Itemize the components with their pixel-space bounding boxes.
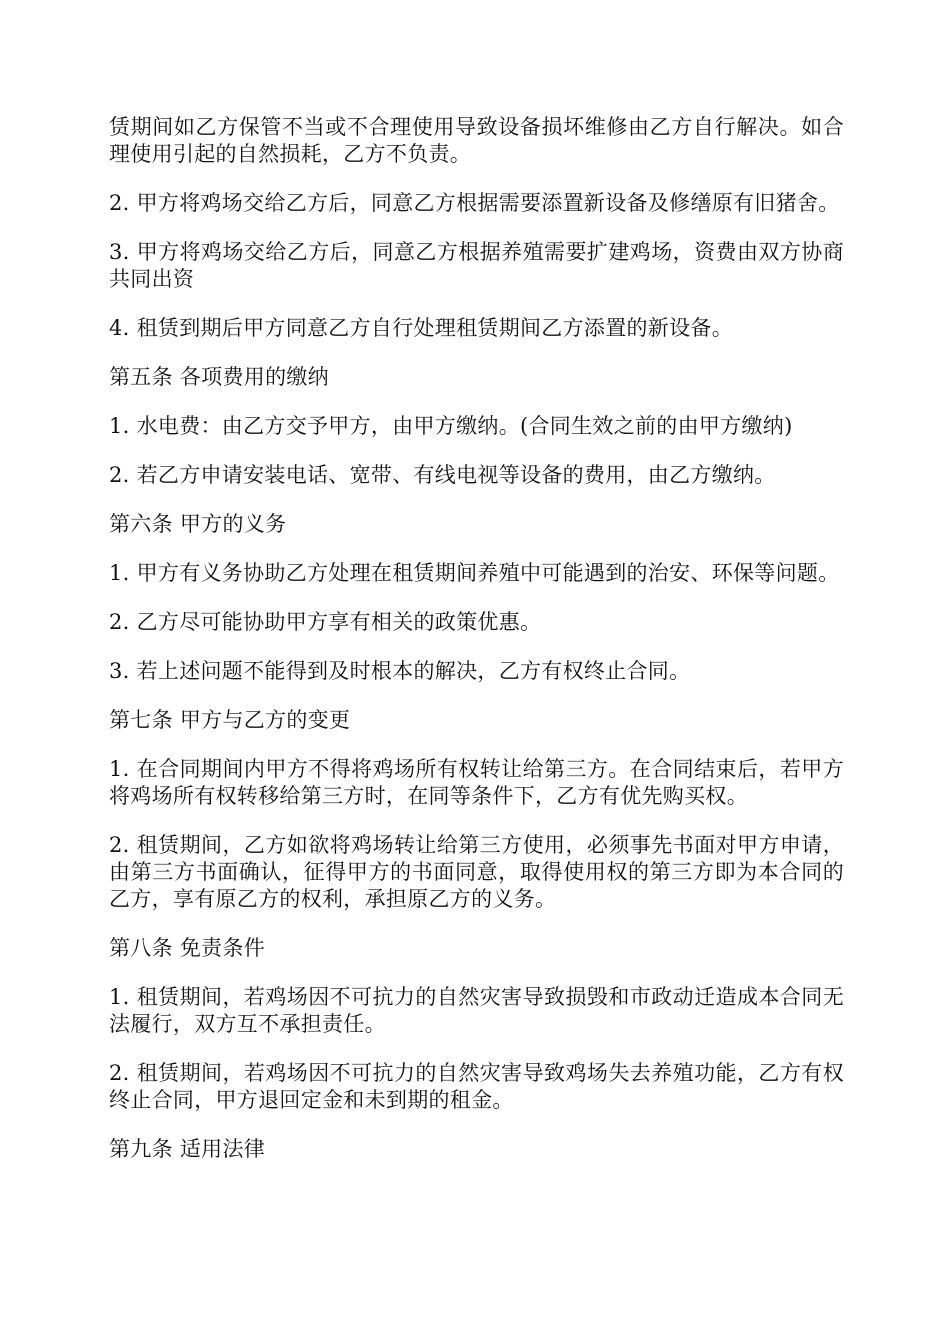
paragraph-clause-4-2: 2. 甲方将鸡场交给乙方后，同意乙方根据需要添置新设备及修缮原有旧猪舍。 xyxy=(109,191,840,215)
section-heading-article-5: 第五条 各项费用的缴纳 xyxy=(109,365,329,389)
section-heading-article-8: 第八条 免责条件 xyxy=(109,936,266,960)
paragraph-clause-4-3: 3. 甲方将鸡场交给乙方后，同意乙方根据养殖需要扩建鸡场，资费由双方协商共同出资 xyxy=(109,240,844,291)
paragraph-clause-4-4: 4. 租赁到期后甲方同意乙方自行处理租赁期间乙方添置的新设备。 xyxy=(109,316,734,340)
section-heading-article-7: 第七条 甲方与乙方的变更 xyxy=(109,708,351,732)
paragraph-clause-6-1: 1. 甲方有义务协助乙方处理在租赁期间养殖中可能遇到的治安、环保等问题。 xyxy=(109,561,840,585)
paragraph-clause-8-2: 2. 租赁期间，若鸡场因不可抗力的自然灾害导致鸡场失去养殖功能，乙方有权终止合同，甲方退回定金和未到期的租金。 xyxy=(109,1061,844,1112)
document-page xyxy=(109,114,844,1185)
paragraph-clause-8-1: 1. 租赁期间，若鸡场因不可抗力的自然灾害导致损毁和市政动迁造成本合同无法履行，双方互不承担责任。 xyxy=(109,985,844,1036)
paragraph-clause-7-2: 2. 租赁期间，乙方如欲将鸡场转让给第三方使用，必须事先书面对甲方申请，由第三方书面确认，征得甲方的书面同意，取得使用权的第三方即为本合同的乙方，享有原乙方的权利，承担原乙方的义务。 xyxy=(109,833,844,911)
paragraph-clause-7-1: 1. 在合同期间内甲方不得将鸡场所有权转让给第三方。在合同结束后，若甲方将鸡场所有权转移给第三方时，在同等条件下，乙方有优先购买权。 xyxy=(109,757,844,808)
paragraph-equipment-damage: 赁期间如乙方保管不当或不合理使用导致设备损坏维修由乙方自行解决。如合理使用引起的自然损耗，乙方不负责。 xyxy=(109,115,844,166)
section-heading-article-9: 第九条 适用法律 xyxy=(109,1137,266,1161)
paragraph-clause-5-2: 2. 若乙方申请安装电话、宽带、有线电视等设备的费用，由乙方缴纳。 xyxy=(109,463,776,487)
paragraph-clause-6-2: 2. 乙方尽可能协助甲方享有相关的政策优惠。 xyxy=(109,610,542,634)
paragraph-clause-5-1: 1. 水电费：由乙方交予甲方，由甲方缴纳。(合同生效之前的由甲方缴纳) xyxy=(109,414,793,438)
section-heading-article-6: 第六条 甲方的义务 xyxy=(109,512,287,536)
paragraph-clause-6-3: 3. 若上述问题不能得到及时根本的解决，乙方有权终止合同。 xyxy=(109,659,691,683)
